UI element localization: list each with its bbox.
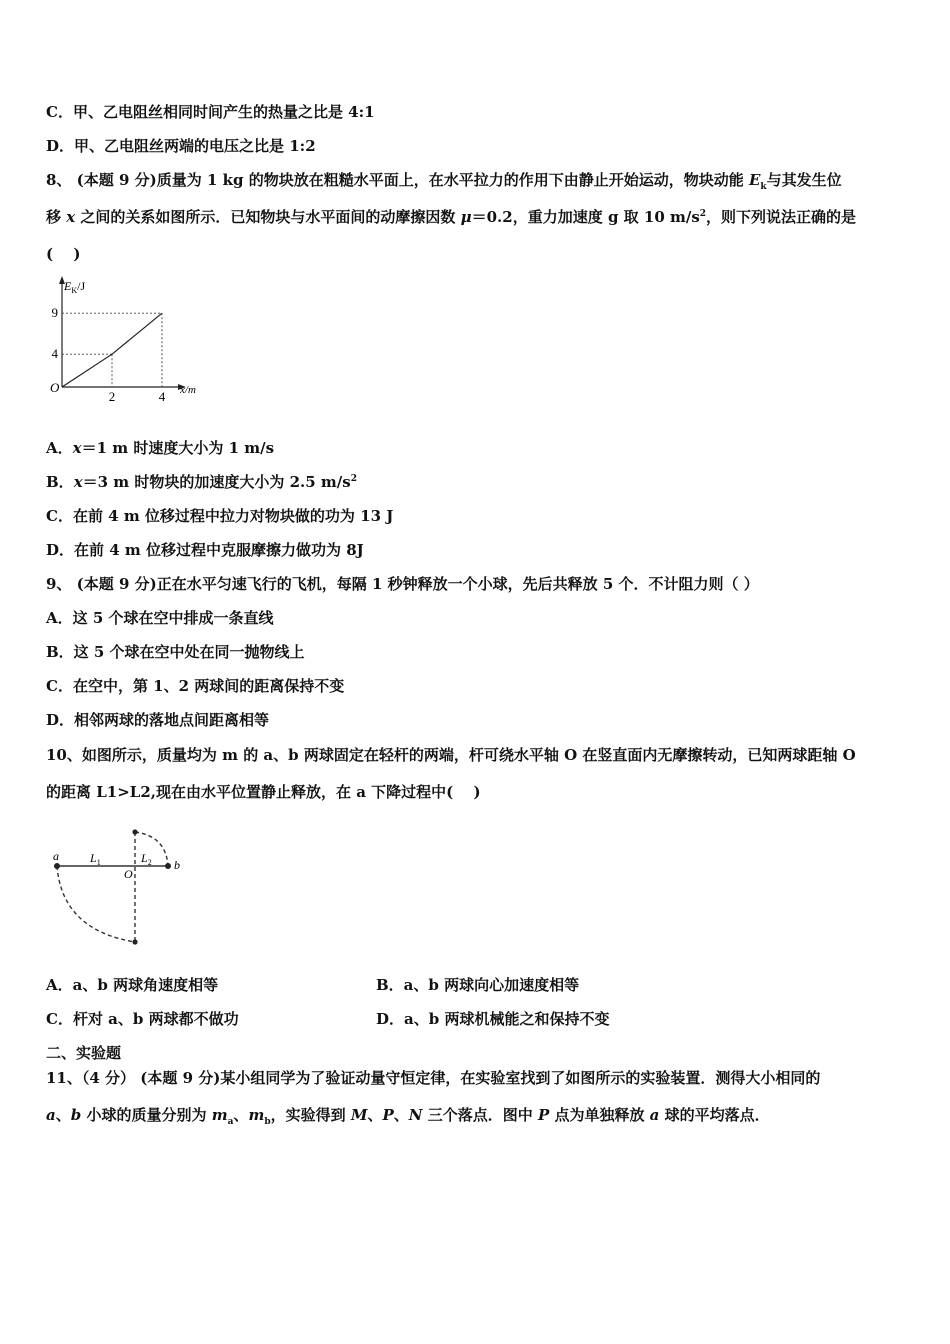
- y-tick-label-4: 4: [51, 346, 58, 362]
- q11-stem-line-2: a、b 小球的质量分别为 $m_a$、$m_b$，实验得到 M、P、N 三个落点．图中 P 点为单独释放 a 球的平均落点．: [46, 1106, 770, 1127]
- q10-option-d: D．a、b 两球机械能之和保持不变: [376, 1010, 610, 1028]
- q8-option-c: C．在前 4 m 位移过程中拉力对物块做的功为 13 J: [46, 507, 394, 525]
- q10-stem-line-1: 10、如图所示，质量均为 m 的 a、b 两球固定在轻杆的两端，杆可绕水平轴 O 在竖直面内无摩擦转动，已知两球距轴 O: [46, 746, 856, 764]
- x-axis-label: x/m: [180, 384, 196, 396]
- label-b: b: [174, 858, 180, 872]
- q9-option-b: B．这 5 个球在空中处在同一抛物线上: [46, 643, 305, 661]
- label-l1: $L_1$: [90, 851, 101, 867]
- ball-top: [132, 829, 137, 834]
- q8-stem-line-2: 移 x 之间的关系如图所示．已知物块与水平面间的动摩擦因数 μ＝0.2，重力加速度 g 取 10 $m/s^2$，则下列说法正确的是: [46, 208, 857, 226]
- section-title: 二、实验题: [46, 1044, 122, 1062]
- q7-option-c: C．甲、乙电阻丝相同时间产生的热量之比是 4:1: [46, 103, 375, 121]
- q10-stem-line-2: 的距离 L1>L2,现在由水平位置静止释放，在 a 下降过程中( ): [46, 783, 481, 801]
- q11-stem-line-1: 11、（4 分） (本题 9 分)某小组同学为了验证动量守恒定律，在实验室找到了如图所示的实验装置．测得大小相同的: [46, 1069, 821, 1087]
- q8-stem-line-3: ( ): [46, 245, 81, 263]
- q9-stem: 9、 (本题 9 分)正在水平匀速飞行的飞机，每隔 1 秒钟释放一个小球，先后共释放 5 个．不计阻力则（ ）: [46, 575, 759, 593]
- q8-option-b: B．x＝3 m 时物块的加速度大小为 2.5 $m/s^2$: [46, 473, 357, 491]
- q8-ek-x-chart: [40, 272, 220, 402]
- label-o: O: [124, 867, 133, 881]
- q9-option-c: C．在空中，第 1、2 两球间的距离保持不变: [46, 677, 345, 695]
- q8-option-d: D．在前 4 m 位移过程中克服摩擦力做功为 8J: [46, 541, 364, 559]
- label-a: a: [53, 849, 59, 863]
- q8-option-a: A．x＝1 m 时速度大小为 1 m/s: [46, 439, 275, 457]
- origin-label: O: [50, 380, 60, 395]
- q10-rod-figure: [44, 822, 194, 952]
- q8-stem-line-1: 8、 (本题 9 分)质量为 1 kg 的物块放在粗糙水平面上，在水平拉力的作用下由静止开始运动，物块动能 $E_k$与其发生位: [46, 171, 842, 192]
- q9-option-d: D．相邻两球的落地点间距离相等: [46, 711, 270, 729]
- q10-option-a: A．a、b 两球角速度相等: [46, 976, 219, 994]
- q10-option-c: C．杆对 a、b 两球都不做功: [46, 1010, 239, 1028]
- ball-b: [165, 863, 171, 869]
- q9-option-a: A．这 5 个球在空中排成一条直线: [46, 609, 274, 627]
- q7-option-d: D．甲、乙电阻丝两端的电压之比是 1:2: [46, 137, 316, 155]
- x-tick-label-2: 2: [108, 389, 116, 402]
- y-axis-label: $E_K/J$: [64, 279, 86, 295]
- ball-a: [54, 863, 60, 869]
- label-l2: $L_2$: [141, 851, 152, 867]
- x-tick-label-4: 4: [158, 389, 166, 402]
- q10-option-b: B．a、b 两球向心加速度相等: [376, 976, 580, 994]
- ball-bottom: [132, 939, 137, 944]
- y-tick-label-9: 9: [51, 305, 58, 321]
